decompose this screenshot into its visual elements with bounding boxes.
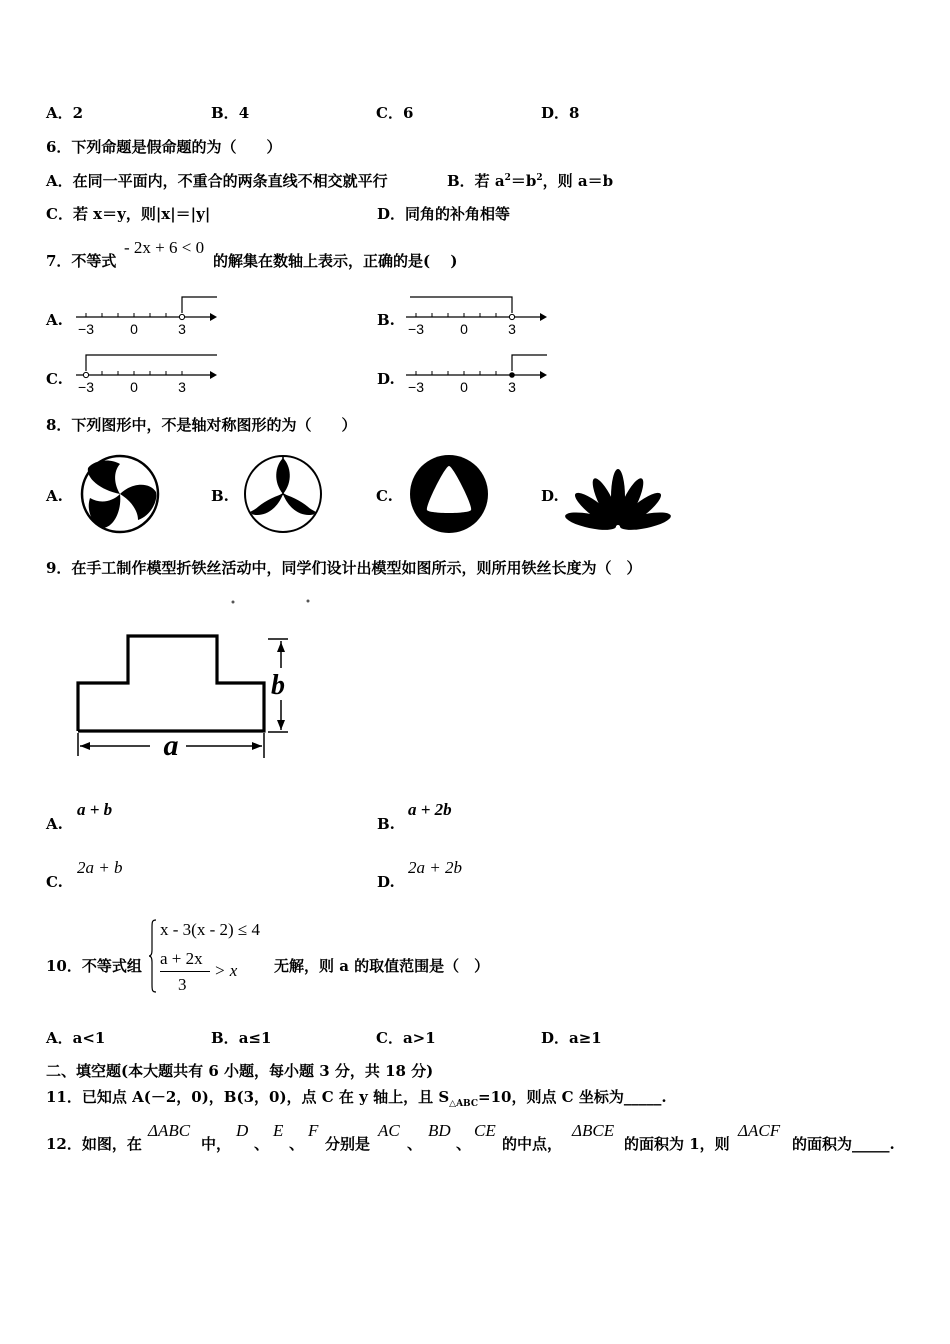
q7-stem-pre: 7．不等式: [46, 252, 117, 270]
q7-label-a: A.: [46, 311, 63, 329]
q10-numerator: a + 2x: [160, 949, 203, 968]
q10-option-c: C．a>1: [376, 1029, 436, 1047]
tick-label: 0: [460, 379, 468, 395]
q12-zhong: 中，: [201, 1135, 232, 1153]
q6-option-d: D．同角的补角相等: [377, 205, 511, 223]
q6-stem: 6．下列命题是假命题的为（ ）: [46, 138, 282, 156]
tick-label: −3: [408, 321, 424, 337]
q7-numberline-a: [72, 292, 222, 342]
q5-option-d: D．8: [541, 104, 580, 122]
q12-midpt: 的中点，: [502, 1135, 563, 1153]
fraction-bar: [160, 971, 210, 972]
circle-triangle-figure: [409, 454, 491, 536]
q9-option-d-expr: 2a + 2b: [408, 858, 462, 877]
q7-inequality: - 2x + 6 < 0: [124, 238, 205, 257]
tick-label: −3: [408, 379, 424, 395]
q12-fenbie: 分别是: [325, 1135, 371, 1153]
q12-abc: ΔABC: [148, 1121, 191, 1140]
q9-option-a-expr: a + b: [77, 800, 113, 819]
q10-denominator: 3: [178, 975, 187, 994]
q6-option-a: A．在同一平面内，不重合的两条直线不相交就平行: [46, 172, 388, 190]
q12-acf: ΔACF: [738, 1121, 781, 1140]
q9-option-b-expr: a + 2b: [408, 800, 452, 819]
q6-option-c: C．若 x＝y，则|x|＝|y|: [46, 205, 211, 223]
q5-option-a: A．2: [46, 104, 84, 122]
q12-bce: ΔBCE: [572, 1121, 615, 1140]
q8-label-d: D.: [541, 487, 559, 505]
q12-area1: 的面积为 1，则: [624, 1135, 730, 1153]
tick-label: 0: [460, 321, 468, 337]
q12-bd: BD: [428, 1121, 451, 1140]
q9-label-a: A.: [46, 815, 63, 833]
q10-stem-post: 无解，则 a 的取值范围是（ ）: [274, 957, 490, 975]
brace-icon: [148, 918, 158, 994]
q5-option-c: C．6: [376, 104, 414, 122]
q10-line1: x - 3(x - 2) ≤ 4: [160, 920, 260, 939]
q9-label-d: D.: [377, 873, 395, 891]
q10-option-a: A．a<1: [46, 1029, 106, 1047]
fan-petals-figure: [574, 461, 664, 531]
q8-label-c: C.: [376, 487, 393, 505]
q12-sep1: 、: [254, 1135, 270, 1153]
q12-e: E: [273, 1121, 284, 1140]
tick-label: −3: [78, 379, 94, 395]
q12-sep3: 、: [407, 1135, 423, 1153]
q8-label-b: B.: [211, 487, 229, 505]
q6-option-b: B．若 $a^2=b^2$，则 a＝b: [447, 172, 614, 190]
q9-option-c-expr: 2a + b: [77, 858, 123, 877]
q8-label-a: A.: [46, 487, 63, 505]
q12-ce: CE: [474, 1121, 496, 1140]
q11-stem: 11．已知点 A(－2，0)，B(3，0)，点 C 在 y 轴上，且 $S_{\triangle ABC}=10$，则点 C 坐标为_____.: [46, 1088, 667, 1109]
three-leaf-figure: [243, 454, 325, 536]
tick-label: 3: [508, 379, 516, 395]
q10-option-d: D．a≥1: [541, 1029, 602, 1047]
q5-option-b: B．4: [211, 104, 250, 122]
q8-stem: 8．下列图形中，不是轴对称图形的为（ ）: [46, 416, 357, 434]
q10-stem-pre: 10．不等式组: [46, 957, 142, 975]
q12-area2: 的面积为_____.: [792, 1135, 895, 1153]
fig-label-b: b: [271, 670, 285, 701]
q7-numberline-b: [402, 292, 552, 342]
tick-label: 3: [508, 321, 516, 337]
tick-label: −3: [78, 321, 94, 337]
tick-label: 0: [130, 379, 138, 395]
wire-model-figure: [70, 596, 300, 766]
q7-stem-post: 的解集在数轴上表示，正确的是( ): [213, 252, 458, 270]
q10-option-b: B．a≤1: [211, 1029, 272, 1047]
q10-gt: > x: [214, 961, 238, 980]
swirl-figure: [80, 454, 162, 536]
q12-sep2: 、: [289, 1135, 305, 1153]
q12-ac: AC: [378, 1121, 400, 1140]
q9-label-c: C.: [46, 873, 63, 891]
q9-stem: 9．在手工制作模型折铁丝活动中，同学们设计出模型如图所示，则所用铁丝长度为（ ）: [46, 559, 642, 577]
q7-numberline-c: [72, 350, 222, 400]
q12-d: D: [236, 1121, 249, 1140]
section2-title: 二、填空题(本大题共有 6 小题，每小题 3 分，共 18 分): [46, 1062, 434, 1080]
q12-sep4: 、: [456, 1135, 472, 1153]
q7-label-c: C.: [46, 370, 63, 388]
q7-label-b: B.: [377, 311, 395, 329]
q9-label-b: B.: [377, 815, 395, 833]
tick-label: 3: [178, 379, 186, 395]
q12-pre: 12．如图，在: [46, 1135, 142, 1153]
fig-label-a: a: [163, 729, 179, 762]
q12-f: F: [308, 1121, 319, 1140]
q7-numberline-d: [402, 350, 552, 400]
q7-label-d: D.: [377, 370, 395, 388]
tick-label: 3: [178, 321, 186, 337]
tick-label: 0: [130, 321, 138, 337]
